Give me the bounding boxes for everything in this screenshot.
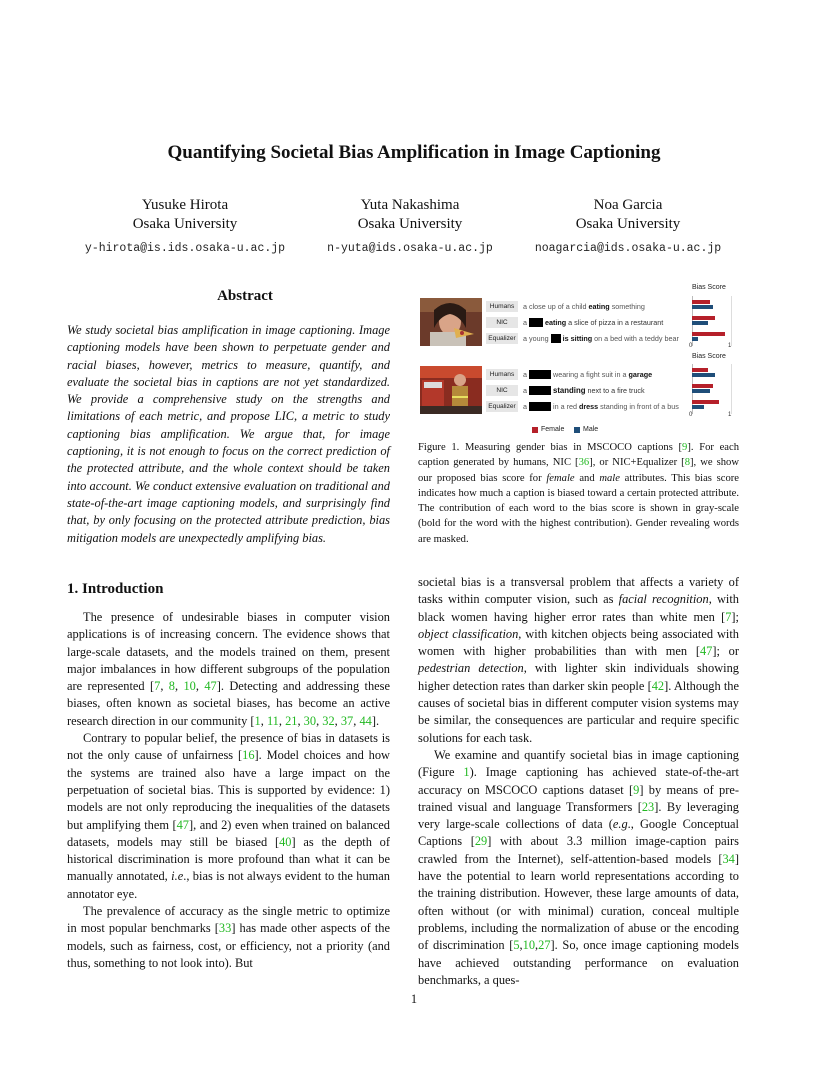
axis-max-label: 1 bbox=[728, 343, 732, 349]
masked-word bbox=[529, 402, 551, 411]
masked-word bbox=[529, 318, 543, 327]
citation-link[interactable]: 11 bbox=[266, 713, 279, 728]
citation-link[interactable]: 16 bbox=[242, 748, 255, 763]
caption-bold-word: eating bbox=[588, 301, 610, 311]
caption-text: a bbox=[523, 401, 527, 411]
citation-link[interactable]: 32 bbox=[322, 713, 335, 728]
text-run: ]. Detecting and addressing these biases, often known as societal biases, has become an active research direction in our community [ bbox=[67, 679, 390, 728]
text-run: ] has made other aspects of the models, such as fairness, cost, or efficiency, not a priority (and thus, something to not look into). But bbox=[67, 921, 390, 970]
citation-link[interactable]: 37 bbox=[340, 713, 354, 728]
paragraph bbox=[418, 747, 739, 989]
italic-text: facial recognition bbox=[618, 592, 709, 607]
citation-link[interactable]: 29 bbox=[474, 834, 488, 849]
citation-link[interactable]: 23 bbox=[641, 799, 655, 814]
caption-bold-word: garage bbox=[628, 369, 653, 379]
section-heading: 1. Introduction bbox=[67, 581, 164, 597]
text-run: ] by means of pre-trained visual and language Transformers [ bbox=[418, 782, 739, 814]
text-run: ]. Model choices and how the systems are trained also have a large impact on the perpetuation of societal bias. This is supported by evidence: 1) models are not only reproducing the inequalities of the datasets but amplifying them [ bbox=[67, 748, 390, 832]
text-run: , bbox=[160, 679, 169, 694]
paragraph bbox=[67, 609, 390, 730]
caption-bold-word: dress bbox=[578, 401, 599, 411]
text-run: ]. By leveraging very large-scale collections of data ( bbox=[418, 799, 739, 832]
caption-text: a bbox=[523, 317, 527, 327]
citation-link[interactable]: 1 bbox=[254, 713, 261, 728]
text-run: ]; or bbox=[712, 644, 739, 659]
caption-row bbox=[486, 368, 652, 380]
citation-link[interactable]: 10 bbox=[183, 679, 196, 694]
legend-female-swatch bbox=[532, 427, 538, 433]
text-run: and bbox=[574, 472, 600, 484]
bias-score-label: Bias Score bbox=[692, 284, 726, 291]
text-run: , bbox=[297, 713, 304, 728]
text-run: ]. For each caption generated by humans, NIC [ bbox=[418, 442, 739, 469]
caption-text: on a bed with a teddy bear bbox=[594, 333, 679, 343]
text-run: ]. So, once image captioning models have achieved outstanding performance on evaluation benchmarks, a ques- bbox=[418, 938, 739, 987]
citation-link[interactable]: 30 bbox=[303, 713, 317, 728]
female-bias-bar bbox=[692, 368, 708, 372]
text-run: , with black women having higher error rates than white men [ bbox=[418, 592, 739, 624]
text-run: ], and 2) even when trained on balanced datasets, models may still be biased [ bbox=[67, 817, 390, 849]
bias-score-label: Bias Score bbox=[692, 353, 726, 360]
masked-word bbox=[529, 370, 551, 379]
italic-text: female bbox=[546, 472, 575, 484]
citation-link[interactable]: 47 bbox=[699, 644, 713, 659]
text-run: Contrary to popular belief, the presence of bias in datasets is not the only cause of unfairness [ bbox=[67, 731, 390, 763]
author-block-3 bbox=[523, 196, 733, 255]
caption-bold-word: eating bbox=[545, 317, 567, 327]
male-bias-bar bbox=[692, 373, 715, 377]
model-tag: Humans bbox=[486, 301, 518, 312]
caption-text: standing in front of a bus bbox=[600, 401, 679, 411]
text-run: ., Google Conceptual Captions [ bbox=[418, 817, 739, 849]
model-tag: Equalizer bbox=[486, 401, 518, 412]
caption-row bbox=[486, 400, 679, 412]
text-run: , with lighter skin individuals showing higher detection rates than darker skin people [ bbox=[418, 661, 739, 693]
author-affiliation: Osaka University bbox=[357, 216, 463, 232]
citation-link[interactable]: 36 bbox=[578, 457, 590, 469]
citation-link[interactable]: 42 bbox=[651, 678, 665, 693]
abstract-heading: Abstract bbox=[217, 288, 273, 304]
female-bias-bar bbox=[692, 384, 713, 388]
legend-female bbox=[532, 426, 564, 433]
text-run: ] with about 3.3 million image-caption pairs crawled from the Internet), self-attention-based models [ bbox=[418, 834, 739, 866]
masked-word bbox=[551, 334, 561, 343]
figure-1 bbox=[418, 282, 740, 440]
italic-text: pedestrian detection bbox=[418, 661, 524, 676]
text-run: societal bias is a transversal problem that affects a variety of tasks within computer vision, such as bbox=[418, 575, 739, 607]
female-bias-bar bbox=[692, 316, 715, 320]
text-run: , bbox=[195, 679, 205, 694]
child-eating-pizza-photo bbox=[420, 298, 482, 346]
text-run: ], or NIC+Equalizer [ bbox=[589, 457, 685, 469]
text-run: ]; bbox=[731, 609, 739, 624]
figure-caption bbox=[418, 440, 739, 547]
caption-row bbox=[486, 384, 645, 396]
text-run: , bbox=[535, 938, 539, 953]
caption-text: next to a fire truck bbox=[587, 385, 645, 395]
legend-female-label: Female bbox=[541, 426, 565, 433]
model-tag: NIC bbox=[486, 385, 518, 396]
paragraph bbox=[418, 574, 739, 747]
citation-link[interactable]: 44 bbox=[359, 713, 372, 728]
italic-text: object classification bbox=[418, 626, 519, 641]
text-run: , bbox=[278, 713, 286, 728]
text-run: ]. Although the causes of societal bias in different computer vision systems may be similar, the consequences are particular and require specific solutions for each task. bbox=[418, 678, 739, 745]
text-run: Figure 1. Measuring gender bias in MSCOCO captions [ bbox=[418, 442, 683, 453]
citation-link[interactable]: 47 bbox=[176, 817, 189, 832]
male-bias-bar bbox=[692, 305, 713, 309]
text-run: ). Image captioning has achieved state-of-the-art accuracy on MSCOCO captions dataset [ bbox=[418, 765, 739, 797]
italic-text: i.e bbox=[171, 869, 184, 884]
author-block-1 bbox=[80, 196, 290, 255]
caption-row bbox=[486, 300, 645, 312]
caption-text: in a red bbox=[553, 401, 577, 411]
legend-male-label: Male bbox=[583, 426, 599, 433]
text-run: , bbox=[353, 713, 360, 728]
text-run: , with kitchen objects being associated with women with higher probabilities than with men [ bbox=[418, 626, 739, 659]
female-bias-bar bbox=[692, 300, 710, 304]
italic-text: male bbox=[599, 472, 620, 484]
author-affiliation: Osaka University bbox=[575, 216, 681, 232]
citation-link[interactable]: 34 bbox=[722, 851, 735, 866]
legend-male-swatch bbox=[574, 427, 580, 433]
caption-text: a close up of a child bbox=[523, 301, 587, 311]
author-email[interactable]: n-yuta@ids.osaka-u.ac.jp bbox=[327, 242, 493, 255]
citation-link[interactable]: 1 bbox=[463, 765, 470, 780]
paragraph bbox=[67, 903, 390, 972]
male-bias-bar bbox=[692, 337, 698, 341]
legend-male bbox=[574, 426, 598, 433]
citation-link[interactable]: 33 bbox=[218, 921, 232, 936]
axis-max-label: 1 bbox=[728, 412, 732, 418]
model-tag: NIC bbox=[486, 317, 518, 328]
caption-bold-word: is sitting bbox=[562, 333, 593, 343]
italic-text: e.g bbox=[612, 817, 628, 832]
male-bias-bar bbox=[692, 321, 708, 325]
text-run: We examine and quantify societal bias in image captioning (Figure bbox=[418, 747, 739, 780]
author-email[interactable]: y-hirota@is.ids.osaka-u.ac.jp bbox=[84, 242, 286, 255]
citation-link[interactable]: 21 bbox=[285, 713, 298, 728]
bias-axis-one bbox=[731, 364, 732, 414]
text-run: ., bias is not always evident to the human annotator eye. bbox=[67, 869, 390, 901]
citation-link[interactable]: 7 bbox=[725, 609, 732, 624]
citation-link[interactable]: 27 bbox=[538, 938, 551, 953]
text-run: , bbox=[175, 679, 184, 694]
text-run: ]. bbox=[371, 713, 380, 728]
citation-link[interactable]: 7 bbox=[154, 679, 161, 694]
page-number: 1 bbox=[410, 992, 418, 1006]
female-bias-bar bbox=[692, 332, 725, 336]
author-block-2 bbox=[305, 196, 515, 255]
text-run: , bbox=[316, 713, 323, 728]
text-run: The prevalence of accuracy as the single metric to optimize in most popular benchmarks [ bbox=[67, 904, 390, 936]
female-bias-bar bbox=[692, 400, 719, 404]
citation-link[interactable]: 5 bbox=[513, 938, 520, 953]
text-run: , bbox=[260, 713, 267, 728]
intro-left-column bbox=[67, 609, 390, 972]
text-run: The presence of undesirable biases in computer vision applications is of increasing concern. The evidence shows that large-scale datasets, and the models trained on them, present major imbalances in how different subgroups of the population are represented [ bbox=[67, 610, 390, 694]
male-bias-bar bbox=[692, 405, 704, 409]
caption-text: a bbox=[523, 385, 527, 395]
firefighter-by-truck-photo bbox=[420, 366, 482, 414]
caption-text: something bbox=[611, 301, 645, 311]
citation-link[interactable]: 9 bbox=[633, 782, 640, 797]
author-name: Yusuke Hirota bbox=[141, 197, 229, 213]
citation-link[interactable]: 10 bbox=[522, 938, 536, 953]
caption-text: a slice of pizza in a restaurant bbox=[568, 317, 664, 327]
citation-link[interactable]: 8 bbox=[168, 679, 175, 694]
caption-bold-word: standing bbox=[553, 385, 586, 395]
bias-axis-one bbox=[731, 296, 732, 346]
citation-link[interactable]: 9 bbox=[682, 442, 688, 453]
text-run: ], we show our proposed bias score for bbox=[418, 457, 739, 484]
caption-text: a bbox=[523, 369, 527, 379]
male-bias-bar bbox=[692, 389, 710, 393]
masked-word bbox=[529, 386, 551, 395]
citation-link[interactable]: 8 bbox=[684, 457, 690, 469]
text-run: ] as the depth of historical discrimination is more profound than what it can be manually annotated, bbox=[67, 834, 390, 884]
model-tag: Humans bbox=[486, 369, 518, 380]
text-run: ] have the potential to learn world representations according to the training distribution. However, these large amounts of data, often without (or with minimal) curation, conceal multiple problems, including the normalization of abuse or the encoding of discrimination [ bbox=[418, 851, 739, 953]
model-tag: Equalizer bbox=[486, 333, 518, 344]
author-affiliation: Osaka University bbox=[132, 216, 238, 232]
author-name: Yuta Nakashima bbox=[360, 197, 460, 213]
text-run: attributes. This bias score indicates how much a caption is biased toward a certain protected attribute. The contribution of each word to the bias score is shown in gray-scale (bold for the word with the highest contribution). Gender revealing words are masked. bbox=[418, 472, 739, 545]
citation-link[interactable]: 40 bbox=[279, 834, 292, 849]
paper-title: Quantifying Societal Bias Amplification in Image Captioning bbox=[167, 142, 661, 163]
axis-min-label: 0 bbox=[689, 412, 693, 418]
intro-right-column bbox=[418, 574, 739, 989]
text-run: , bbox=[519, 938, 523, 953]
citation-link[interactable]: 47 bbox=[204, 679, 217, 694]
text-run: , bbox=[334, 713, 341, 728]
caption-text: wearing a fight suit in a bbox=[553, 369, 627, 379]
author-email[interactable]: noagarcia@ids.osaka-u.ac.jp bbox=[534, 242, 722, 255]
caption-text: a young bbox=[523, 333, 549, 343]
caption-row bbox=[486, 332, 679, 344]
abstract-text: We study societal bias amplification in image captioning. Image captioning models have been shown to perpetuate gender and racial biases, however, metrics to measure, quantify, and evaluate the societal bias in captions are not yet standardized. We provide a comprehensive study on the strengths and limitations of each metric, and propose LIC, a metric to study captioning bias amplification. We argue that, for image captioning, it is not enough to focus on the correct prediction of the protected attribute, and the whole context should be taken into account. We conduct extensive evaluation on traditional and state-of-the-art image captioning models, and surprisingly find that, by only focusing on the protected attribute prediction, bias mitigation models are unexpectedly amplifying bias. bbox=[67, 323, 390, 545]
author-name: Noa Garcia bbox=[593, 197, 663, 213]
axis-min-label: 0 bbox=[689, 343, 693, 349]
caption-row bbox=[486, 316, 663, 328]
paragraph bbox=[67, 730, 390, 903]
